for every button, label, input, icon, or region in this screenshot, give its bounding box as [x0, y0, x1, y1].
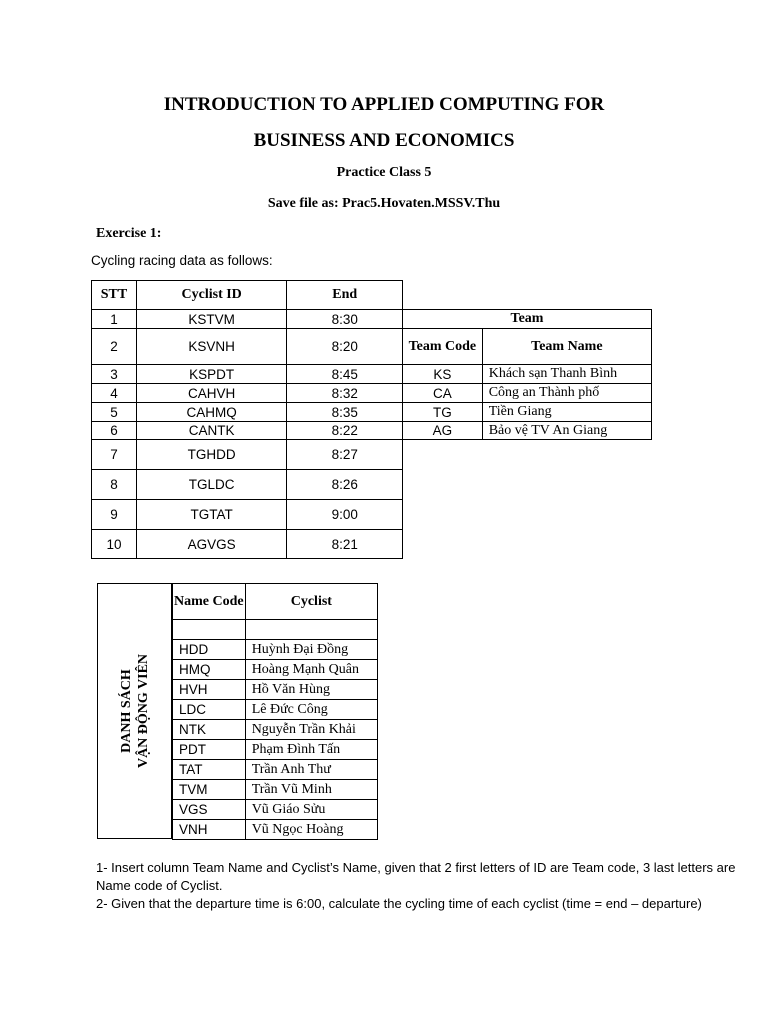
- cyclist-id-cell: TGLDC: [136, 470, 287, 500]
- cyclist-name-cell: Nguyễn Trần Khải: [245, 720, 377, 740]
- table-row: [173, 640, 378, 660]
- column-header-name-code: Name Code: [173, 584, 246, 620]
- table-row: [92, 440, 403, 470]
- team-name-cell: Tiền Giang: [482, 403, 651, 422]
- table-row: [403, 365, 652, 384]
- name-code-cell: NTK: [173, 720, 246, 740]
- name-code-cell: LDC: [173, 700, 246, 720]
- table-row: [92, 530, 403, 559]
- cyclist-list-side-label: [97, 583, 172, 839]
- team-name-cell: Bảo vệ TV An Giang: [482, 422, 651, 440]
- cyclist-name-cell: Trần Anh Thư: [245, 760, 377, 780]
- team-code-cell: KS: [403, 365, 483, 384]
- table-row: [173, 700, 378, 720]
- race-table-header: [92, 281, 403, 310]
- cyclist-id-cell: CAHMQ: [136, 403, 287, 422]
- table-row: [173, 760, 378, 780]
- side-label-line-1: DANH SÁCH: [118, 669, 134, 753]
- cyclist-id-cell: AGVGS: [136, 530, 287, 559]
- name-code-cell: VNH: [173, 820, 246, 840]
- cyclist-name-cell: Hồ Văn Hùng: [245, 680, 377, 700]
- team-code-cell: TG: [403, 403, 483, 422]
- end-time-cell: 8:30: [287, 310, 403, 329]
- name-code-cell: HMQ: [173, 660, 246, 680]
- save-file-instruction: Save file as: Prac5.Hovaten.MSSV.Thu: [267, 196, 501, 211]
- cyclist-table: [172, 583, 378, 840]
- column-header-cyclist-id: Cyclist ID: [136, 281, 287, 310]
- team-table: [402, 309, 652, 440]
- stt-cell: 5: [92, 403, 137, 422]
- team-code-cell: CA: [403, 384, 483, 403]
- name-code-cell: TVM: [173, 780, 246, 800]
- table-row: [92, 422, 403, 440]
- stt-cell: 8: [92, 470, 137, 500]
- table-row: [403, 403, 652, 422]
- exercise-heading: Exercise 1:: [96, 226, 162, 241]
- table-row: [173, 660, 378, 680]
- name-code-cell: HVH: [173, 680, 246, 700]
- side-label-line-2: VẬN ĐỘNG VIÊN: [135, 653, 151, 769]
- table-row: [173, 680, 378, 700]
- stt-cell: 7: [92, 440, 137, 470]
- stt-cell: 4: [92, 384, 137, 403]
- stt-cell: 2: [92, 329, 137, 365]
- table-row: [92, 310, 403, 329]
- end-time-cell: 8:32: [287, 384, 403, 403]
- instruction-2: 2- Given that the departure time is 6:00, calculate the cycling time of each cyclist (time = end – departure): [96, 896, 702, 911]
- stt-cell: 10: [92, 530, 137, 559]
- name-code-cell: PDT: [173, 740, 246, 760]
- cyclist-table-header: [173, 584, 378, 620]
- team-table-title: Team: [403, 310, 652, 329]
- empty-cell: [245, 620, 377, 640]
- column-header-end: End: [287, 281, 403, 310]
- cyclist-name-cell: Lê Đức Công: [245, 700, 377, 720]
- name-code-cell: HDD: [173, 640, 246, 660]
- team-table-title-row: [403, 310, 652, 329]
- cyclist-name-cell: Vũ Ngọc Hoàng: [245, 820, 377, 840]
- cyclist-id-cell: KSVNH: [136, 329, 287, 365]
- table-row: [92, 365, 403, 384]
- cyclist-id-cell: CANTK: [136, 422, 287, 440]
- cyclist-id-cell: KSPDT: [136, 365, 287, 384]
- instruction-1: 1- Insert column Team Name and Cyclist’s Name, given that 2 first letters of ID are Team code, 3 last letters are Name code of Cyclist.: [96, 860, 736, 893]
- cyclist-name-cell: Phạm Đình Tấn: [245, 740, 377, 760]
- stt-cell: 3: [92, 365, 137, 384]
- team-name-cell: Khách sạn Thanh Bình: [482, 365, 651, 384]
- column-header-team-name: Team Name: [482, 329, 651, 365]
- end-time-cell: 9:00: [287, 500, 403, 530]
- table-row: [173, 720, 378, 740]
- team-code-cell: AG: [403, 422, 483, 440]
- table-row: [403, 384, 652, 403]
- column-header-team-code: Team Code: [403, 329, 483, 365]
- table-row: [92, 500, 403, 530]
- cyclist-id-cell: TGHDD: [136, 440, 287, 470]
- table-row: [92, 403, 403, 422]
- column-header-cyclist: Cyclist: [245, 584, 377, 620]
- team-table-header: [403, 329, 652, 365]
- end-time-cell: 8:22: [287, 422, 403, 440]
- end-time-cell: 8:20: [287, 329, 403, 365]
- exercise-intro: Cycling racing data as follows:: [91, 253, 273, 268]
- cyclist-name-cell: Trần Vũ Minh: [245, 780, 377, 800]
- end-time-cell: 8:35: [287, 403, 403, 422]
- table-row: [92, 384, 403, 403]
- name-code-cell: TAT: [173, 760, 246, 780]
- side-label-text: [118, 654, 152, 768]
- cyclist-id-cell: KSTVM: [136, 310, 287, 329]
- practice-class-label: Practice Class 5: [336, 165, 432, 180]
- race-table: [91, 280, 403, 559]
- stt-cell: 1: [92, 310, 137, 329]
- table-row: [92, 470, 403, 500]
- stt-cell: 6: [92, 422, 137, 440]
- stt-cell: 9: [92, 500, 137, 530]
- table-row: [92, 329, 403, 365]
- empty-row: [173, 620, 378, 640]
- cyclist-id-cell: CAHVH: [136, 384, 287, 403]
- end-time-cell: 8:45: [287, 365, 403, 384]
- end-time-cell: 8:27: [287, 440, 403, 470]
- empty-cell: [173, 620, 246, 640]
- table-row: [173, 740, 378, 760]
- name-code-cell: VGS: [173, 800, 246, 820]
- cyclist-name-cell: Hoàng Mạnh Quân: [245, 660, 377, 680]
- team-name-cell: Công an Thành phố: [482, 384, 651, 403]
- document-title-line-1: INTRODUCTION TO APPLIED COMPUTING FOR: [163, 94, 605, 115]
- column-header-stt: STT: [92, 281, 137, 310]
- cyclist-id-cell: TGTAT: [136, 500, 287, 530]
- cyclist-name-cell: Huỳnh Đại Đồng: [245, 640, 377, 660]
- cyclist-name-cell: Vũ Giáo Sửu: [245, 800, 377, 820]
- table-row: [173, 820, 378, 840]
- end-time-cell: 8:21: [287, 530, 403, 559]
- table-row: [173, 780, 378, 800]
- table-row: [403, 422, 652, 440]
- end-time-cell: 8:26: [287, 470, 403, 500]
- table-row: [173, 800, 378, 820]
- document-title-line-2: BUSINESS AND ECONOMICS: [253, 130, 515, 151]
